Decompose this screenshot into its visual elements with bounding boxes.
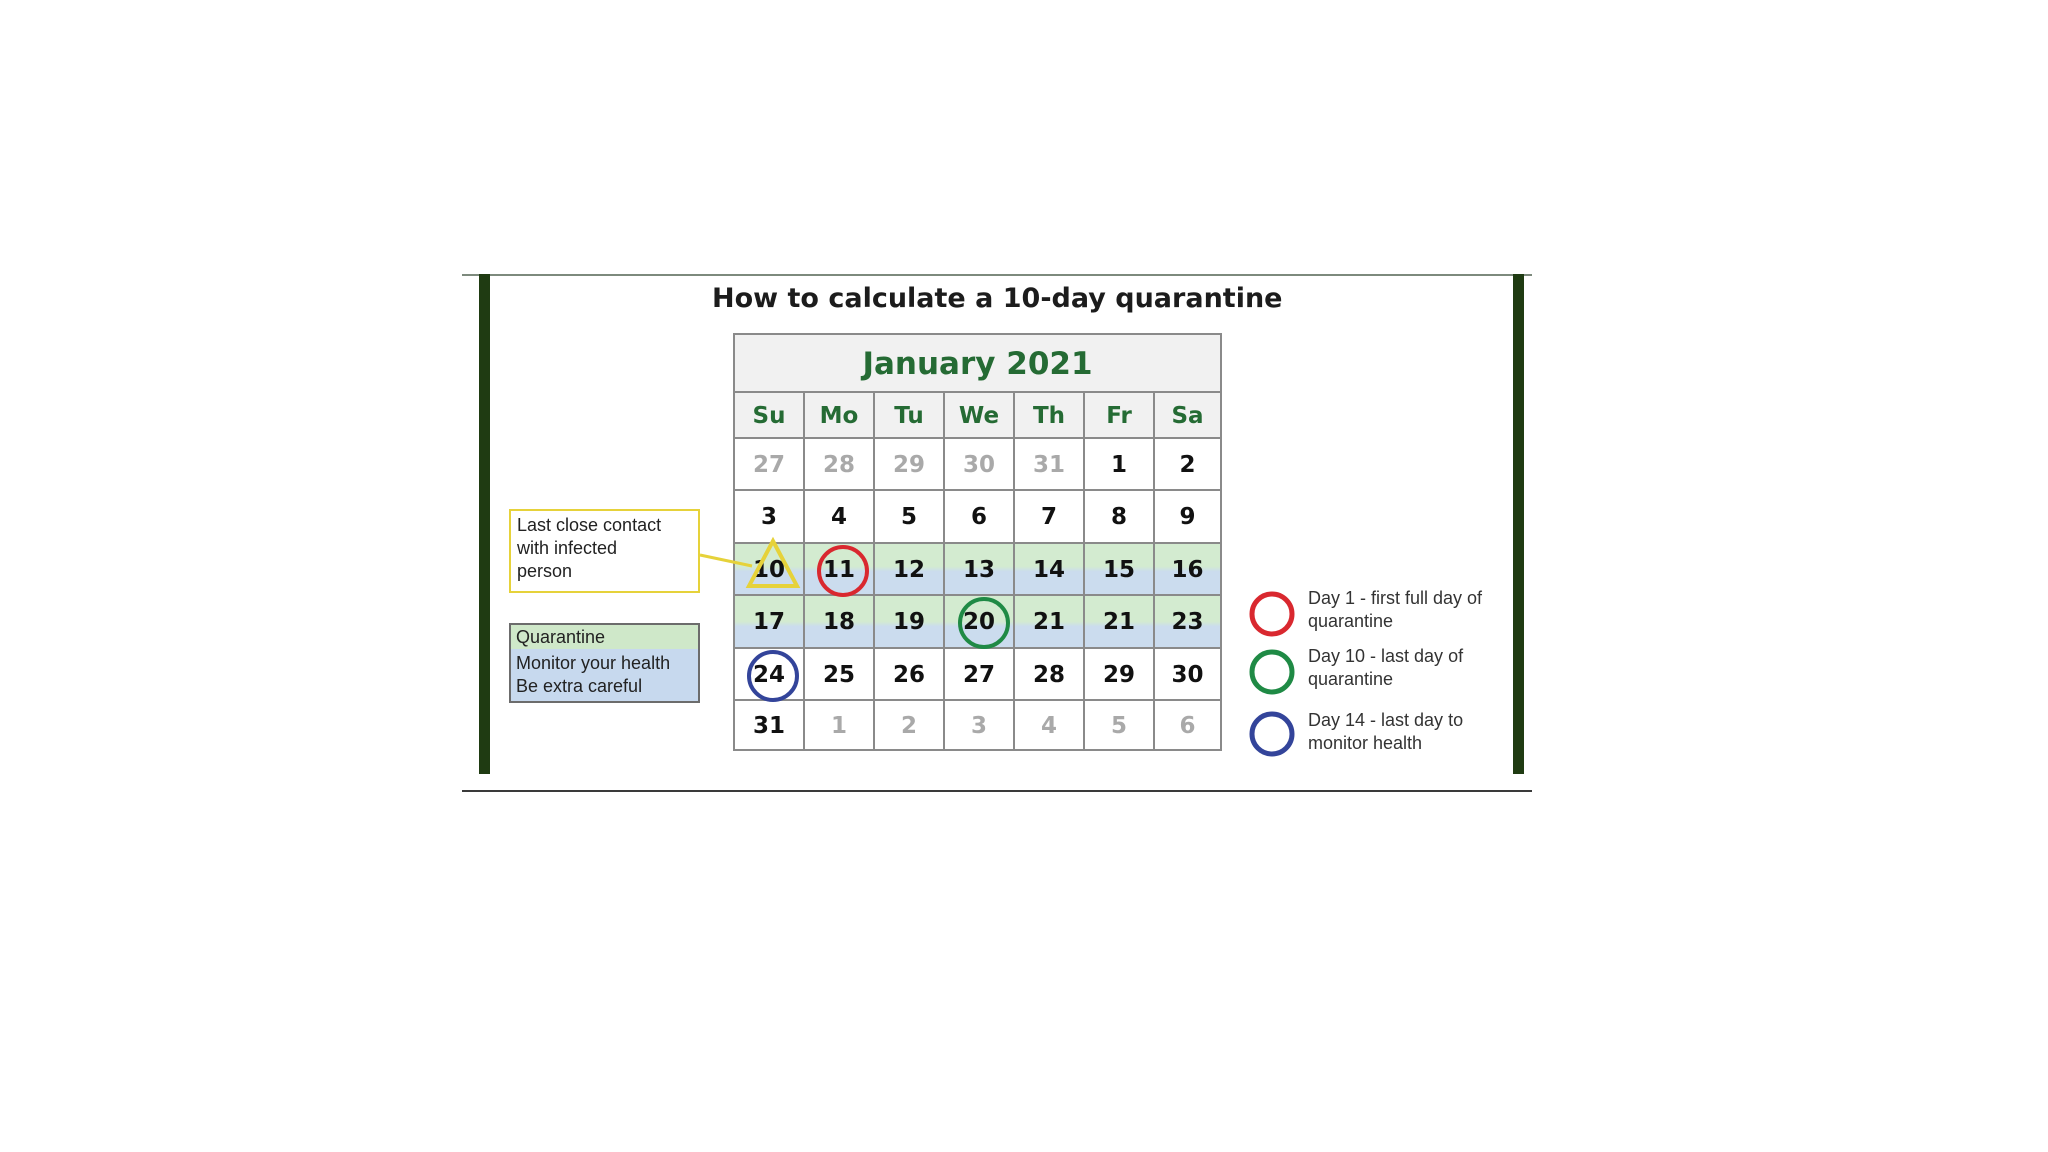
circle-icon [1252,714,1292,754]
calendar-month: January 2021 [735,335,1220,393]
calendar-day: 19 [875,596,945,649]
key-careful: Be extra careful [516,676,643,696]
calendar-day: 4 [1015,701,1085,751]
weekday-header: Mo [805,393,875,439]
calendar-day: 28 [805,439,875,491]
calendar-day: 1 [805,701,875,751]
contact-note-line: person [517,561,573,581]
weekday-header: We [945,393,1015,439]
calendar-day: 27 [735,439,805,491]
calendar-day: 25 [805,649,875,701]
weekday-header: Sa [1155,393,1220,439]
contact-note-line: Last close contact [517,515,662,535]
legend-day1-line: quarantine [1308,611,1394,631]
calendar-day: 2 [1155,439,1220,491]
calendar-day: 15 [1085,544,1155,596]
circle-icon [819,547,867,595]
calendar-day: 23 [1155,596,1220,649]
calendar-day: 2 [875,701,945,751]
calendar-day: 8 [1085,491,1155,544]
calendar-day: 20 [945,596,1015,649]
calendar-day: 21 [1015,596,1085,649]
calendar-day: 4 [805,491,875,544]
calendar-day: 13 [945,544,1015,596]
key-quarantine: Quarantine [511,625,698,649]
legend-day14-line: Day 14 - last day to [1308,710,1464,730]
calendar-day: 24 [735,649,805,701]
calendar-day: 10 [735,544,805,596]
calendar-day: 27 [945,649,1015,701]
weekday-header: Su [735,393,805,439]
key-monitor: Monitor your health [516,653,671,673]
calendar-day: 26 [875,649,945,701]
legend-day1-line: Day 1 - first full day of [1308,588,1483,608]
contact-connector-line [700,555,752,566]
circle-icon [749,652,797,700]
legend-day10-line: Day 10 - last day of [1308,646,1464,666]
legend-day10-line: quarantine [1308,669,1394,689]
weekday-header: Fr [1085,393,1155,439]
calendar-day: 5 [875,491,945,544]
calendar-day: 28 [1015,649,1085,701]
weekday-header: Tu [875,393,945,439]
circle-icon [1252,652,1292,692]
circle-icon [960,599,1008,647]
calendar-day: 31 [735,701,805,751]
calendar-day: 7 [1015,491,1085,544]
calendar-day: 16 [1155,544,1220,596]
calendar-day: 11 [805,544,875,596]
calendar-day: 6 [945,491,1015,544]
legend-day14-line: monitor health [1308,733,1423,753]
triangle-icon [749,541,797,586]
calendar-day: 12 [875,544,945,596]
calendar-day: 14 [1015,544,1085,596]
calendar-day: 18 [805,596,875,649]
calendar-day: 17 [735,596,805,649]
calendar-day: 3 [735,491,805,544]
calendar-day: 6 [1179,713,1196,739]
calendar-day: 3 [945,701,1015,751]
calendar-day: 31 [1015,439,1085,491]
contact-note-line: with infected [517,538,618,558]
calendar-day: 30 [945,439,1015,491]
page-title: How to calculate a 10-day quarantine [712,283,1283,314]
calendar-day: 29 [875,439,945,491]
calendar-day: 21 [1085,596,1155,649]
calendar-day: 1 [1085,439,1155,491]
calendar-day: 30 [1155,649,1220,701]
calendar-day: 5 [1085,701,1155,751]
circle-icon [1252,594,1292,634]
calendar-day: 9 [1155,491,1220,544]
weekday-header: Th [1015,393,1085,439]
calendar-day: 29 [1085,649,1155,701]
